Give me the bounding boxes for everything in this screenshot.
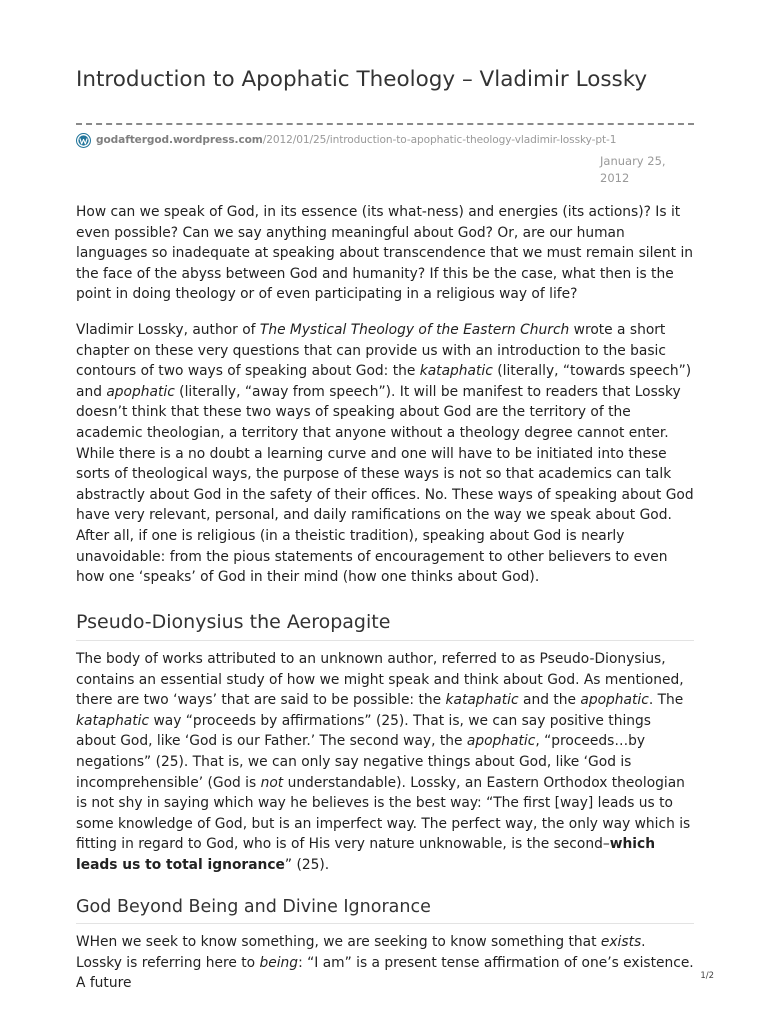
emphasis-being: being	[259, 954, 299, 971]
source-domain: godaftergod.wordpress.com	[96, 134, 263, 146]
term-kataphatic: kataphatic	[76, 712, 150, 729]
text-run: , “proceeds…by negations” (25). That is, we can only say negative things about God, like ‘God is incomprehensible’ (God is	[76, 733, 646, 791]
source-url[interactable]	[96, 134, 616, 146]
emphasis-exists: exists	[600, 934, 642, 950]
term-kataphatic: kataphatic	[419, 363, 493, 380]
paragraph-intro: How can we speak of God, in its essence (its what-ness) and energies (its actions)? Is it even possible? Can we say anything meaningful about God? Or, are our human languages so inadequate at speaking about transcendence that we must remain silent in the face of the abyss between God and humanity? If this be the case, what then is the point in doing theology or of even participating in a religious way of life?	[76, 204, 694, 303]
text-run: Vladimir Lossky, author of	[76, 322, 260, 338]
date-line-1: January 25,	[600, 154, 666, 168]
paragraph-lossky	[76, 320, 694, 588]
bold-quote: which leads us to total ignorance	[76, 836, 656, 873]
paragraph-pseudo-dionysius	[76, 649, 694, 876]
source-line	[76, 130, 694, 150]
source-path: /2012/01/25/introduction-to-apophatic-theology-vladimir-lossky-pt-1	[262, 134, 617, 146]
text-run: and the	[518, 692, 581, 709]
text-run: : “I am” is a present tense affirmation of one’s existence. A future	[76, 954, 694, 992]
term-kataphatic: kataphatic	[445, 692, 519, 709]
text-run: understandable). Lossky, an Eastern Orthodox theologian is not shy in saying which way he believes is the best way: “The first [way] leads us to some knowledge of God, but is an imperfect way. The perfect way, the only way which is fitting in regard to God, who is of His very nature unknowable, is the second–	[76, 774, 691, 853]
wordpress-icon	[76, 133, 91, 148]
page-title: Introduction to Apophatic Theology – Vladimir Lossky	[76, 67, 648, 92]
text-run: ” (25).	[284, 856, 330, 873]
section-heading-god-beyond-being: God Beyond Being and Divine Ignorance	[76, 893, 694, 924]
page-number: 1/2	[700, 971, 714, 981]
publish-date	[600, 153, 690, 187]
text-run: wrote a short chapter on these very questions that can provide us with an introduction to the basic contours of two ways of speaking about God: the	[76, 322, 666, 380]
emphasis-not: not	[260, 774, 284, 791]
text-run: . The	[648, 692, 684, 709]
text-run: (literally, “away from speech”). It will be manifest to readers that Lossky doesn’t think that these two ways of speaking about God are the territory of the academic theologian, a territory that anyone without a theology degree cannot enter. While there is a no doubt a learning curve and one will have to be initiated into these sorts of theological ways, the purpose of these ways is not so that academics can talk abstractly about God in the safety of their offices. No. These ways of speaking about God have very relevant, personal, and daily ramifications on the way we speak about God. After all, if one is religious (in a theistic tradition), speaking about God is nearly unavoidable: from the pious statements of encouragement to other believers to even how one ‘speaks’ of God in their mind (how one thinks about God).	[76, 383, 694, 586]
book-title: The Mystical Theology of the Eastern Church	[259, 322, 570, 338]
text-run: WHen we seek to know something, we are seeking to know something that	[76, 934, 601, 950]
term-apophatic: apophatic	[580, 692, 649, 709]
text-run: . Lossky is referring here to	[76, 934, 646, 971]
text-run: way “proceeds by affirmations” (25). That is, we can say positive things about God, like ‘God is our Father.’ The second way, the	[76, 712, 651, 750]
title-divider	[76, 123, 694, 125]
text-run: The body of works attributed to an unknown author, referred to as Pseudo-Dionysius, contains an essential study of how we might speak and think about God. As mentioned, there are two ‘ways’ that are said to be possible: the	[76, 651, 684, 709]
term-apophatic: apophatic	[466, 733, 536, 750]
date-line-2: 2012	[600, 171, 630, 185]
text-run: (literally, “towards speech”) and	[76, 363, 692, 400]
section-heading-pseudo-dionysius: Pseudo-Dionysius the Aeropagite	[76, 607, 694, 641]
paragraph-god-beyond-being	[76, 932, 694, 994]
term-apophatic: apophatic	[106, 383, 175, 400]
